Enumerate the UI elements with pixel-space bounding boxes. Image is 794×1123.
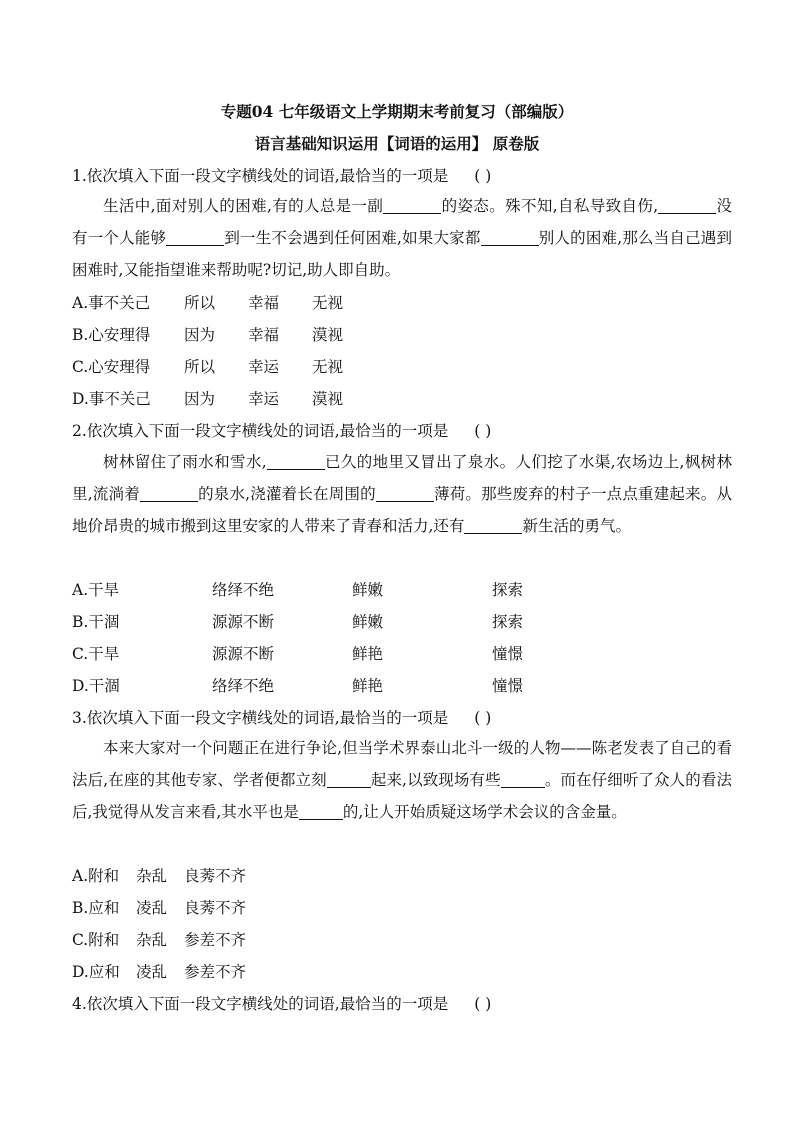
blank xyxy=(481,229,539,246)
blank xyxy=(327,771,371,788)
question-2-passage: 树林留住了雨水和雪水, 已久的地里又冒出了泉水。人们挖了水渠,农场边上,枫树林里,流淌着 的泉水,浇灌着长在周围的 薄荷。那些废弃的村子一点点重建起来。从地价昂贵的城市搬到这里安家的人带来了青春和活力,还有 新生活的勇气。 xyxy=(72,453,732,535)
question-1-passage: 生活中,面对别人的困难,有的人总是一副 的姿态。殊不知,自私导致自伤, 没有一个人能够 到一生不会遇到任何困难,如果大家都 别人的困难,那么当自己遇到困难时,又能指望谁来帮助呢?切记,助人即自助。 xyxy=(72,197,732,279)
answer-paren: ( ) xyxy=(474,167,492,185)
document-page: 专题04 七年级语文上学期期末考前复习（部编版） 语言基础知识运用【词语的运用】 原卷版 1.依次填入下面一段文字横线处的词语,最恰当的一项是 ( ) 生活中,面对别人的困难,有的人总是一副 的姿态。殊不知,自私导致自伤, 没有一个人能够 到一生不会遇到任何困难,如果大家都 别人的困难,那么当自己遇到困难时,又能指望谁来帮助呢?切记,助人即自助。 A.事不关己 所以 幸福 无视 B.心安理得 因为 幸福 漠视 C.心安理得 所以 幸运 无视 D.事不关己 因为 幸运 漠视 2.依次填入下面一段文字横线处的词语,最恰当的一项是 ( ) 树林留住了雨水和雪水, 已久的地里又冒出了泉水。人们挖了水渠,农场边上,枫树林里,流淌着 的泉水,浇灌着长在周围的 薄荷。那些废弃的村子一点点重建起来。从地价昂贵的城市搬到这里安家的人带来了青春和活力,还有 新生活的勇气。 A.干旱 络绎不绝 鲜嫩 探索 B.干涸 源源不断 鲜嫩 探索 C.干旱 源源不断 鲜艳 憧憬 D.干涸 络绎不绝 鲜艳 憧憬 3.依次填入下面一段文字横线处的词语,最恰当的一项是 ( ) 本来大家对一个问题正在进行争论,但当学术界泰山北斗一级的人物——陈老发表了自己的看法后,在座的其他专家、学者便都立刻 起来,以致现场有些 。而在仔细听了众人的看法后,我觉得从发言来看,其水平也是 的,让人开始质疑这场学术会议的含金量。 A.附和 杂乱 良莠不齐 B.应和 凌乱 良莠不齐 C.附和 杂乱 参差不齐 D.应和 凌乱 参差不齐 4.依次填入下面一段文字横线处的词语,最恰当的一项是 ( ) xyxy=(0,0,794,1123)
document-title: 专题04 七年级语文上学期期末考前复习（部编版） xyxy=(220,102,574,121)
document-subtitle: 语言基础知识运用【词语的运用】 原卷版 xyxy=(254,134,540,153)
blank xyxy=(267,453,325,470)
blank xyxy=(501,771,545,788)
blank xyxy=(299,803,343,820)
blank xyxy=(166,229,224,246)
blank xyxy=(464,517,522,534)
answer-paren: ( ) xyxy=(474,709,492,727)
blank xyxy=(140,485,198,502)
question-2-stem: 2.依次填入下面一段文字横线处的词语,最恰当的一项是 ( ) xyxy=(72,422,492,440)
blank xyxy=(658,197,716,214)
blank xyxy=(376,485,434,502)
blank xyxy=(383,197,441,214)
question-3-stem: 3.依次填入下面一段文字横线处的词语,最恰当的一项是 ( ) xyxy=(72,709,492,727)
answer-paren: ( ) xyxy=(474,422,492,440)
question-4-stem: 4.依次填入下面一段文字横线处的词语,最恰当的一项是 ( ) xyxy=(72,995,492,1013)
question-3-passage: 本来大家对一个问题正在进行争论,但当学术界泰山北斗一级的人物——陈老发表了自己的看法后,在座的其他专家、学者便都立刻 起来,以致现场有些 。而在仔细听了众人的看法后,我觉得从发言来看,其水平也是 的,让人开始质疑这场学术会议的含金量。 xyxy=(72,739,732,821)
answer-paren: ( ) xyxy=(474,995,492,1013)
question-1-stem: 1.依次填入下面一段文字横线处的词语,最恰当的一项是 ( ) xyxy=(72,167,492,185)
